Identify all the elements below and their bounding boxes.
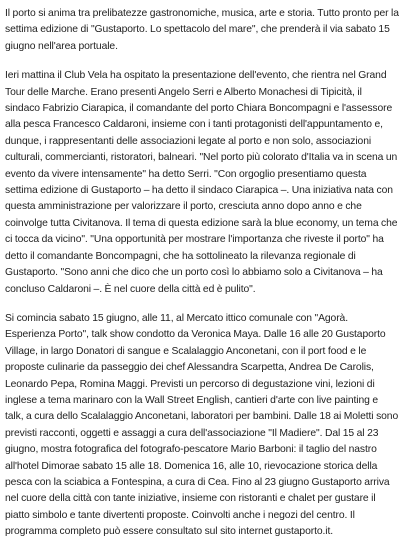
article-paragraph-program: Si comincia sabato 15 giugno, alle 11, al Mercato ittico comunale con "Agorà. Esperienza Porto", talk show condotto da Veronica Maya. Dalle 16 alle 20 Gustaporto Village, in largo Donatori di sangue e Scalalaggio Anconetani, con il port food e le proposte culinarie da passeggio dei chef Alessandra Scarpetta, Andrea De Carolis, Leonardo Pepa, Romina Maggi. Previsti un percorso di degustazione vini, lezioni di inglese a tema marinaro con la Wall Street English, cantieri d'arte con live painting e talk, a cura dello Scalalaggio Anconetani, laboratori per bambini. Dalle 18 ai Moletti sono previsti racconti, oggetti e assaggi a cura dell'associazione "Il Madiere". Dal 15 al 23 giugno, mostra fotografica del fotografo-pescatore Mario Barboni: il taglio del nastro all'hotel Dimorae sabato 15 alle 18. Domenica 16, alle 10, rievocazione storica della pesca con la sciabica a Fontespina, a cura di Cea. Fino al 23 giugno Gustaporto arriva nel cuore della città con tante iniziative, insieme con ristoranti e chalet per gustare il piatto simbolo e tante divertenti proposte. Coinvolti anche i negozi del centro. Il programma completo può essere consultato sul sito internet gustaporto.it. bbox=[5, 312, 399, 538]
article-paragraph-intro: Il porto si anima tra prelibatezze gastronomiche, musica, arte e storia. Tutto pronto per la settima edizione di "Gustaporto. Lo spettacolo del mare", che prenderà il via sabato 15 giugno nell'area portuale. bbox=[5, 8, 399, 52]
article-paragraph-presentation: Ieri mattina il Club Vela ha ospitato la presentazione dell'evento, che rientra nel Grand Tour delle Marche. Erano presenti Angelo Serri e Alberto Monachesi di Tipicità, il sindaco Fabrizio Ciarapica, il comandante del porto Chiara Boncompagni e l'assessore alla pesca Francesco Caldaroni, insieme con i tanti protagonisti dell'appuntamento e, dunque, i rappresentanti delle associazioni legate al porto e non solo, associazioni culturali, commercianti, ristoratori, balneari. "Nel porto più colorato d'Italia va in scena un evento da vivere intensamente" ha detto Serri. "Con orgoglio presentiamo questa settima edizione di Gustaporto – ha detto il sindaco Ciarapica –. Una iniziativa nata con questa amministrazione per valorizzare il porto, cresciuta anno dopo anno e che coinvolge tutta Civitanova. Il tema di questa edizione sarà la blue economy, un tema che ci tocca da vicino". "Una opportunità per mostrare l'importanza che riveste il porto" ha detto il comandante Boncompagni, che ha sottolineato la rilevanza regionale di Gustaporto. "Sono anni che dico che un porto così lo abbiamo solo a Civitanova – ha concluso Caldaroni –. È nel cuore della città ed è pulito". bbox=[5, 70, 398, 295]
